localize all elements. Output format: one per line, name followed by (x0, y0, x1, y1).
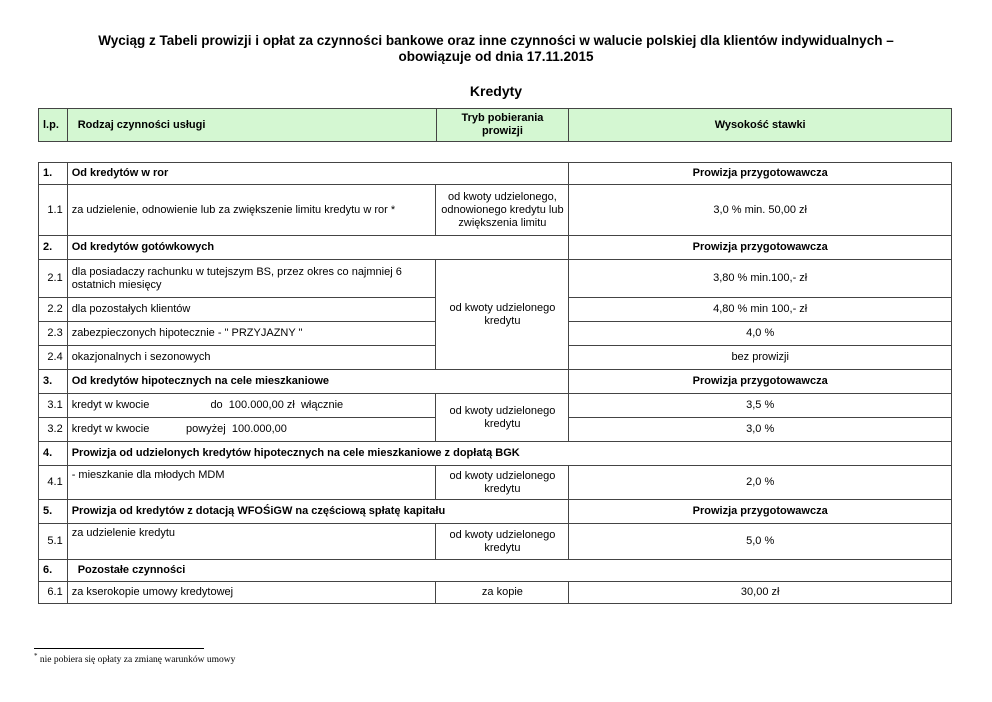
section-fee-type: Prowizja przygotowawcza (569, 163, 952, 185)
section-number: 4. (39, 442, 68, 466)
header-tryb: Tryb pobierania prowizji (436, 109, 569, 142)
section-title-cell: Od kredytów gotówkowych (67, 236, 569, 260)
title-line-2: obowiązuje od dnia 17.11.2015 (398, 49, 594, 64)
row-tryb: od kwoty udzielonego kredytu (436, 394, 569, 442)
table-row (39, 394, 952, 418)
row-number: 3.1 (39, 394, 68, 418)
header-row (39, 109, 952, 142)
section-title-cell: Od kredytów hipotecznych na cele mieszkaniowe (67, 370, 569, 394)
section-number: 3. (39, 370, 68, 394)
row-number: 5.1 (39, 524, 68, 560)
row-description: dla posiadaczy rachunku w tutejszym BS, przez okres co najmniej 6 ostatnich miesięcy (67, 260, 436, 298)
section-title-cell: Od kredytów w ror (67, 163, 569, 185)
row-number: 6.1 (39, 582, 68, 604)
row-description: za kserokopie umowy kredytowej (67, 582, 436, 604)
row-number: 1.1 (39, 185, 68, 236)
section-row (39, 370, 952, 394)
section-row (39, 442, 952, 466)
section-title-cell: Prowizja od udzielonych kredytów hipotecznych na cele mieszkaniowe z dopłatą BGK (67, 442, 951, 466)
row-number: 2.3 (39, 322, 68, 346)
section-fee-type: Prowizja przygotowawcza (569, 370, 952, 394)
row-number: 2.1 (39, 260, 68, 298)
footnote-mark: * (34, 652, 38, 660)
row-number: 2.4 (39, 346, 68, 370)
footnote-text: nie pobiera się opłaty za zmianę warunków umowy (37, 655, 236, 666)
header-rodzaj: Rodzaj czynności usługi (67, 109, 436, 142)
row-tryb: za kopie (436, 582, 569, 604)
header-table (38, 108, 952, 142)
section-title: Kredyty (469, 83, 523, 99)
row-stawka: 30,00 zł (569, 582, 952, 604)
row-stawka: 4,80 % min 100,- zł (569, 298, 952, 322)
section-fee-type: Prowizja przygotowawcza (569, 236, 952, 260)
row-tryb: od kwoty udzielonego kredytu (436, 260, 569, 370)
table-row (39, 466, 952, 500)
table-row (39, 260, 952, 298)
section-title-cell: Prowizja od kredytów z dotacją WFOŚiGW na częściową spłatę kapitału (67, 500, 569, 524)
row-description: dla pozostałych klientów (67, 298, 436, 322)
row-description: - mieszkanie dla młodych MDM (67, 466, 436, 500)
section-number: 6. (39, 560, 68, 582)
row-stawka: bez prowizji (569, 346, 952, 370)
footnote-divider (34, 648, 204, 649)
row-description: zabezpieczonych hipotecznie - " PRZYJAZNY " (67, 322, 436, 346)
section-fee-type: Prowizja przygotowawcza (569, 500, 952, 524)
row-description: okazjonalnych i sezonowych (67, 346, 436, 370)
row-number: 4.1 (39, 466, 68, 500)
fees-table (38, 162, 952, 604)
row-number: 2.2 (39, 298, 68, 322)
row-stawka: 3,0 % min. 50,00 zł (569, 185, 952, 236)
row-tryb: od kwoty udzielonego kredytu (436, 524, 569, 560)
row-description: kredyt w kwocie do 100.000,00 zł włącznie (67, 394, 436, 418)
title-line-1: Wyciąg z Tabeli prowizji i opłat za czynności bankowe oraz inne czynności w walucie polskiej dla klientów indywidualnych – (98, 33, 894, 48)
document-title (0, 33, 992, 65)
row-stawka: 2,0 % (569, 466, 952, 500)
row-description: za udzielenie, odnowienie lub za zwiększenie limitu kredytu w ror * (67, 185, 436, 236)
section-title-cell: Pozostałe czynności (67, 560, 951, 582)
section-row (39, 560, 952, 582)
section-number: 1. (39, 163, 68, 185)
header-lp: l.p. (39, 109, 68, 142)
row-stawka: 4,0 % (569, 322, 952, 346)
row-stawka: 3,80 % min.100,- zł (569, 260, 952, 298)
section-number: 2. (39, 236, 68, 260)
header-stawka: Wysokość stawki (569, 109, 952, 142)
section-row (39, 236, 952, 260)
footnote (34, 652, 235, 665)
row-description: za udzielenie kredytu (67, 524, 436, 560)
row-tryb: od kwoty udzielonego kredytu (436, 466, 569, 500)
row-stawka: 3,0 % (569, 418, 952, 442)
row-description: kredyt w kwocie powyżej 100.000,00 (67, 418, 436, 442)
section-row (39, 163, 952, 185)
table-row (39, 185, 952, 236)
table-row (39, 524, 952, 560)
row-tryb: od kwoty udzielonego, odnowionego kredytu lub zwiększenia limitu (436, 185, 569, 236)
row-stawka: 5,0 % (569, 524, 952, 560)
table-row (39, 582, 952, 604)
row-stawka: 3,5 % (569, 394, 952, 418)
row-number: 3.2 (39, 418, 68, 442)
section-number: 5. (39, 500, 68, 524)
section-row (39, 500, 952, 524)
